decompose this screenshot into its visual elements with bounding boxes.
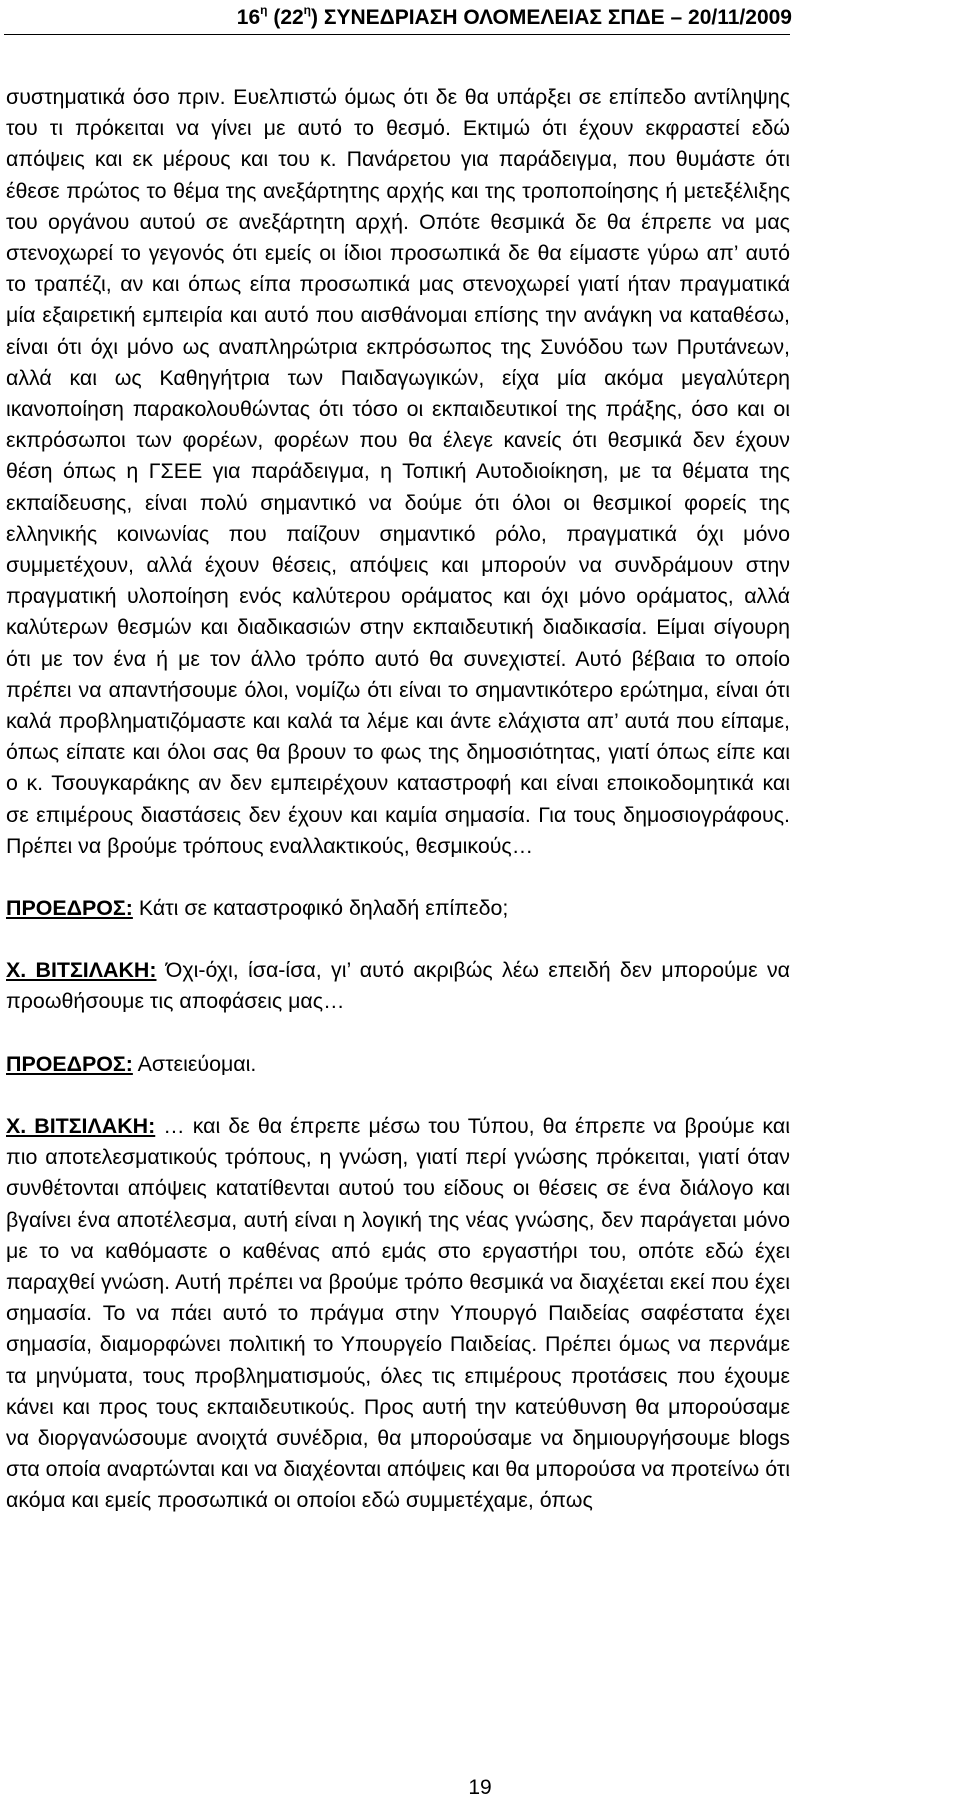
speech-text: Όχι-όχι, ίσα-ίσα, γι’ αυτό ακριβώς λέω επειδή δεν μπορούμε να προωθήσουμε τις αποφάσεις μας…: [6, 958, 791, 1014]
header-title: ) ΣΥΝΕΔΡΙΑΣΗ ΟΛΟΜΕΛΕΙΑΣ ΣΠΔΕ – 20/11/2009: [311, 6, 792, 29]
speaker-label: Χ. ΒΙΤΣΙΛΑΚΗ:: [6, 958, 157, 983]
paragraph-speaker-president: [6, 893, 790, 924]
page-number: 19: [468, 1776, 492, 1799]
speaker-label: ΠΡΟΕΔΡΟΣ:: [6, 1051, 133, 1076]
header-session-suffix: η: [260, 3, 268, 17]
paragraph-continuation: συστηματικά όσο πριν. Ευελπιστώ όμως ότι δε θα υπάρξει σε επίπεδο αντίληψης του τι πρόκειται να γίνει με αυτό το θεσμό. Εκτιμώ ότι έχουν εκφραστεί εδώ απόψεις και εκ μέρους και του κ. Πανάρετου για παράδειγμα, που θυμάστε ότι έθεσε πρώτος το θέμα της ανεξάρτητης αρχής και της τροποποίησης ή μετεξέλιξης του οργάνου αυτού σε ανεξάρτητη αρχή. Οπότε θεσμικά δε θα έπρεπε να μας στενοχωρεί το γεγονός ότι εμείς οι ίδιοι προσωπικά δε θα είμαστε γύρω απ’ αυτό το τραπέζι, αν και όπως είπα προσωπικά μας στενοχωρεί γιατί ήταν πραγματικά μία εξαιρετική εμπειρία και αυτό που αισθάνομαι επίσης την ανάγκη να καταθέσω, είναι ότι όχι μόνο ως αναπληρώτρια εκπρόσωπος της Συνόδου των Πρυτάνεων, αλλά και ως Καθηγήτρια των Παιδαγωγικών, είχα μία ακόμα μεγαλύτερη ικανοποίηση παρακολουθώντας ότι τόσο οι εκπαιδευτικοί της πράξης, όσο και οι εκπρόσωποι των φορέων, φορέων που θα έλεγε κανείς ότι θεσμικά δεν έχουν θέση όπως η ΓΣΕΕ για παράδειγμα, η Τοπική Αυτοδιοίκηση, με τα θέματα της εκπαίδευσης, είναι πολύ σημαντικό να δούμε ότι όλοι οι θεσμικοί φορείς της ελληνικής κοινωνίας που παίζουν σημαντικό ρόλο, πραγματικά όχι μόνο συμμετέχουν, αλλά έχουν θέσεις, απόψεις και μπορούν να συνδράμουν στην πραγματική υλοποίηση ενός καλύτερου οράματος και όχι μόνο οράματος, αλλά καλύτερων θεσμών και διαδικασιών στην εκπαιδευτική διαδικασία. Είμαι σίγουρη ότι με τον ένα ή με τον άλλο τρόπο αυτό θα συνεχιστεί. Αυτό βέβαια το οποίο πρέπει να απαντήσουμε όλοι, νομίζω ότι είναι το σημαντικότερο ερώτημα, είναι ότι καλά προβληματιζόμαστε και καλά τα λέμε και άντε ελάχιστα απ’ αυτά που είπαμε, όπως είπατε και όλοι σας θα βρουν το φως της δημοσιότητας, γιατί όπως είπε και ο κ. Τσουγκαράκης αν δεν εμπειρέχουν καταστροφή και είναι εποικοδομητικά και σε επιμέρους διαστάσεις δεν έχουν και καμία σημασία. Για τους δημοσιογράφους. Πρέπει να βρούμε τρόπους εναλλακτικούς, θεσμικούς…: [6, 85, 790, 858]
paragraph-spacer: [6, 1080, 790, 1111]
header-meeting-number: 22: [280, 6, 304, 29]
speech-text: … και δε θα έπρεπε μέσω του Τύπου, θα έπρεπε να βρούμε και πιο αποτελεσματικούς τρόπους, η γνώση, γιατί περί γνώσης πρόκειται, γιατί όταν συνθέτονται απόψεις κατατίθενται αυτού του είδους οι θέσεις σε ένα διάλογο και βγαίνει ένα αποτέλεσμα, αυτή είναι η λογική της νέας γνώσης, δεν παράγεται μόνο με το να καθόμαστε ο καθένας από εμάς στο εργαστήρι του, οπότε εδώ έχει παραχθεί γνώση. Αυτή πρέπει να βρούμε τρόπο θεσμικά να διαχέεται εκεί που έχει σημασία. Το να πάει αυτό το πράγμα στην Υπουργό Παιδείας σαφέστατα έχει σημασία, διαμορφώνει πολιτική το Υπουργείο Παιδείας. Πρέπει όμως να περνάμε τα μηνύματα, τους προβληματισμούς, όλες τις επιμέρους προτάσεις που έχουμε κάνει και προς τους εκπαιδευτικούς. Προς αυτή την κατεύθυνση θα μπορούσαμε να διοργανώσουμε ανοιχτά συνέδρια, θα μπορούσαμε να δημιουργήσουμε blogs στα οποία αναρτώνται και να διαχέονται απόψεις και θα μπορούσα να προτείνω ότι ακόμα και εμείς προσωπικά οι οποίοι εδώ συμμετέχαμε, όπως: [6, 1113, 790, 1513]
paragraph-spacer: [6, 1018, 790, 1049]
header-meeting-suffix: η: [303, 3, 312, 17]
header-session-number: 16: [236, 6, 261, 29]
speech-text: Αστειεύομαι.: [132, 1051, 257, 1076]
paragraph-speaker-vitsilaki: [6, 955, 790, 1017]
transcript-body: [6, 82, 790, 1517]
paragraph-spacer: [6, 924, 790, 955]
speech-text: Κάτι σε καταστροφικό δηλαδή επίπεδο;: [132, 896, 509, 921]
speaker-label: ΠΡΟΕΔΡΟΣ:: [6, 896, 133, 921]
paragraph-spacer: [6, 862, 790, 893]
paragraph-speaker-vitsilaki: [6, 1111, 790, 1517]
speaker-label: Χ. ΒΙΤΣΙΛΑΚΗ:: [6, 1113, 156, 1138]
page-header: $16^\eta$ $(22^\eta)$ ΣΥΝΕΔΡΙΑΣΗ ΟΛΟΜΕΛΕΙΑΣ ΣΠΔΕ – 20/11/2009: [236, 3, 792, 29]
paragraph-speaker-president: [6, 1049, 790, 1080]
header-divider: [4, 34, 790, 35]
